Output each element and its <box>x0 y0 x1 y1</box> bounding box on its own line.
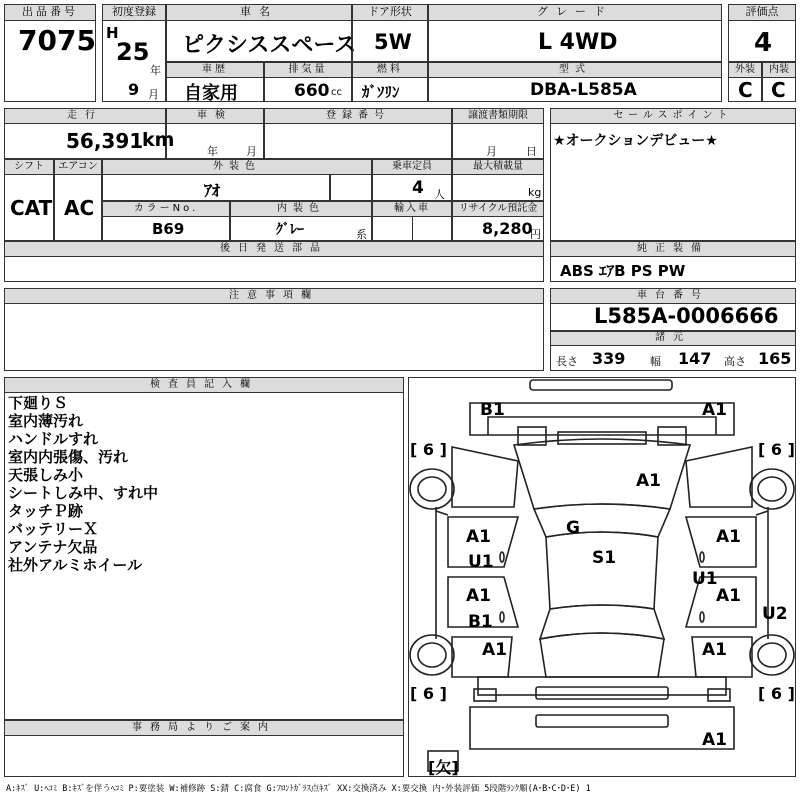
mark-front-left: B1 <box>480 400 505 420</box>
color-number-header: カラーNo. <box>102 201 230 217</box>
mark-right-rear-door: A1 <box>716 586 741 606</box>
width-label: 幅 <box>650 355 661 368</box>
interior-grade: C <box>771 78 786 102</box>
transfer-day-unit: 日 <box>526 145 537 158</box>
mark-front-right: A1 <box>702 400 727 420</box>
transfer-month-unit: 月 <box>486 145 497 158</box>
mark-left-front-fender: A1 <box>466 527 491 547</box>
mark-right-rear-quarter: A1 <box>702 640 727 660</box>
lot-header: 出品番号 <box>4 4 96 21</box>
seats-unit: 人 <box>434 188 445 201</box>
import-divider <box>412 216 413 241</box>
note-line: 天張しみ小 <box>8 466 84 484</box>
later-parts-header: 後日発送部品 <box>4 241 544 257</box>
tire-front-right: [ 6 ] <box>758 440 795 459</box>
note-line: シートしみ中、すれ中 <box>8 484 159 502</box>
mileage-unit: km <box>142 129 175 151</box>
legend: A:ｷｽﾞ U:ﾍｺﾐ B:ｷｽﾞを伴うﾍｺﾐ P:要塗装 W:補修跡 S:錆 C:腐食 G:ﾌﾛﾝﾄｶﾞﾗｽ点ｷｽﾞ XX:交換済み X:要交換 内･外装評価 5段階ﾗﾝｸ順(A･B･C･D･E) 1 <box>6 784 591 794</box>
interior-color-unit: 系 <box>356 228 367 241</box>
plate-cell <box>264 123 452 159</box>
door-header: ドア形状 <box>352 4 428 21</box>
mark-right-front-door-top: A1 <box>716 527 741 547</box>
history: 自家用 <box>184 83 238 104</box>
exterior-grade: C <box>738 78 753 102</box>
note-line: アンテナ欠品 <box>8 538 98 556</box>
note-line: 室内内張傷、汚れ <box>8 448 129 466</box>
grade-header: グレード <box>428 4 722 21</box>
fuel: ｶﾞｿﾘﾝ <box>362 83 400 101</box>
transfer-header: 譲渡書類期限 <box>452 108 544 124</box>
mileage: 56,391 <box>66 129 144 153</box>
year-unit: 年 <box>150 64 161 77</box>
lot-number: 7075 <box>18 24 96 57</box>
door-type: 5W <box>374 30 412 54</box>
mark-glass: G <box>566 518 580 538</box>
tire-rear-right: [ 6 ] <box>758 684 795 703</box>
fuel-header: 燃料 <box>352 62 428 78</box>
registration-year: 25 <box>116 38 150 66</box>
plate-header: 登録番号 <box>264 108 452 124</box>
office-cell <box>4 735 404 777</box>
import-header: 輸入車 <box>372 201 452 217</box>
shift: CAT <box>10 196 53 220</box>
inspector-notes <box>8 394 398 574</box>
mark-left-rear-door: A1 <box>466 586 491 606</box>
shift-header: シフト <box>4 159 54 175</box>
model-header: 型式 <box>428 62 722 78</box>
mark-hood: A1 <box>636 471 661 491</box>
air-conditioner: AC <box>64 196 95 220</box>
displacement: 660 <box>294 81 330 101</box>
recycle-fee: 8,280 <box>482 219 533 238</box>
exterior-header: 外装 <box>728 62 762 78</box>
history-header: 車歴 <box>166 62 264 78</box>
later-parts-cell <box>4 256 544 282</box>
mark-rear-bumper: A1 <box>702 730 727 750</box>
equipment: ABS ｴｱB PS PW <box>560 262 686 280</box>
registration-era: H <box>106 24 119 42</box>
mark-right-rear-fender: U2 <box>762 604 788 624</box>
office-header: 事務局よりご案内 <box>4 720 404 736</box>
model: DBA-L585A <box>530 80 637 100</box>
spare-tire: [欠] <box>428 758 459 777</box>
grade: L 4WD <box>538 30 618 55</box>
sales-point-header: セールスポイント <box>550 108 796 124</box>
color-header: 外装色 <box>102 159 372 175</box>
registration-header: 初度登録 <box>102 4 166 21</box>
mark-right-front-door: U1 <box>692 569 718 589</box>
length-label: 長さ <box>556 355 578 368</box>
spec-header: 諸元 <box>550 331 796 346</box>
car-name: ピクシススペース <box>182 33 357 58</box>
equipment-header: 純正装備 <box>550 241 796 257</box>
note-line: ハンドルすれ <box>8 430 99 448</box>
width: 147 <box>678 349 712 368</box>
mark-left-rear-quarter: A1 <box>482 640 507 660</box>
mark-left-rear-door-low: B1 <box>468 612 493 632</box>
chassis-header: 車台番号 <box>550 288 796 304</box>
car-outline <box>408 377 796 777</box>
exterior-color: ｱｵ <box>204 181 221 200</box>
caution-header: 注意事項欄 <box>4 288 544 304</box>
caution-cell <box>4 303 544 371</box>
note-line: バッテリーＸ <box>8 520 99 538</box>
note-line: 社外アルミホイール <box>8 556 143 574</box>
load-header: 最大積載量 <box>452 159 544 175</box>
chassis-number: L585A-0006666 <box>594 304 779 328</box>
inspection-header: 車検 <box>166 108 264 124</box>
interior-color: ｸﾞﾚｰ <box>276 222 304 238</box>
displacement-unit: cc <box>331 87 342 98</box>
color-extra-cell <box>330 174 372 201</box>
car-name-header: 車名 <box>166 4 352 21</box>
inspection-year-unit: 年 <box>207 145 218 158</box>
color-number: B69 <box>152 220 185 238</box>
inspector-header: 検査員記入欄 <box>4 377 404 393</box>
load-unit: kg <box>528 186 542 199</box>
inspection-month-unit: 月 <box>246 145 257 158</box>
note-line: タッチＰ跡 <box>8 502 84 520</box>
sales-point: ★オークションデビュー★ <box>553 133 718 149</box>
tire-front-left: [ 6 ] <box>410 440 447 459</box>
ac-header: エアコン <box>54 159 102 175</box>
interior-header: 内装 <box>762 62 796 78</box>
score-header: 評価点 <box>728 4 796 21</box>
note-line: 室内薄汚れ <box>8 412 84 430</box>
mark-left-front-door: U1 <box>468 552 494 572</box>
seats: 4 <box>412 178 424 198</box>
registration-month: 9 <box>128 80 140 99</box>
height-label: 高さ <box>724 355 746 368</box>
tire-rear-left: [ 6 ] <box>410 684 447 703</box>
length: 339 <box>592 349 626 368</box>
interior-color-header: 内装色 <box>230 201 372 217</box>
displacement-header: 排気量 <box>264 62 352 78</box>
note-line: 下廻りＳ <box>8 394 69 412</box>
height: 165 <box>758 349 792 368</box>
recycle-header: リサイクル預託金 <box>452 201 544 217</box>
score: 4 <box>754 28 773 58</box>
mileage-header: 走行 <box>4 108 166 124</box>
mark-roof: S1 <box>592 548 617 568</box>
month-unit: 月 <box>148 88 159 101</box>
seats-header: 乗車定員 <box>372 159 452 175</box>
recycle-unit: 円 <box>530 228 541 241</box>
